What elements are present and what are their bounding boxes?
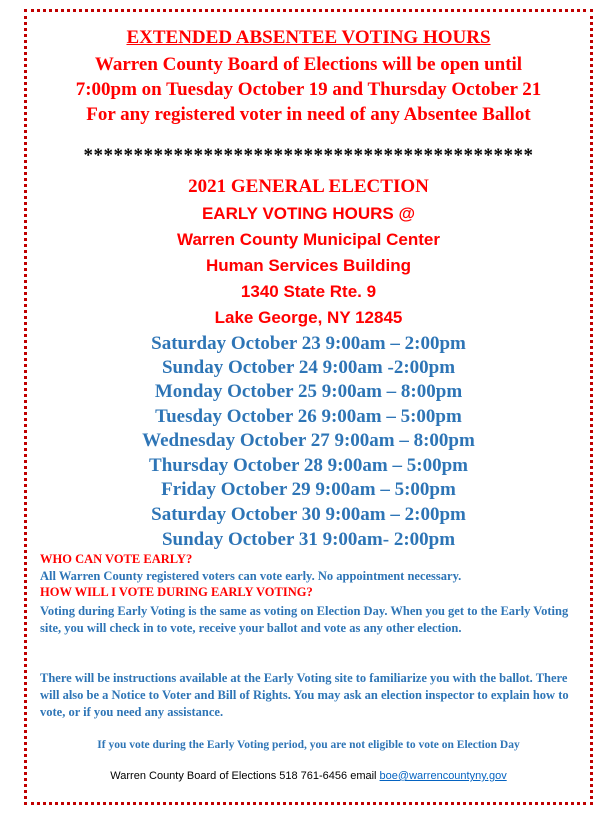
venue-street: 1340 State Rte. 9 <box>240 282 377 301</box>
absentee-title: EXTENDED ABSENTEE VOTING HOURS <box>126 27 491 48</box>
eligibility-note: If you vote during the Early Voting period, you are not eligible to vote on Election Day <box>97 739 520 751</box>
question-how-to-vote: HOW WILL I VOTE DURING EARLY VOTING? <box>40 585 313 599</box>
schedule-row: Friday October 29 9:00am – 5:00pm <box>161 479 456 500</box>
schedule-row: Saturday October 30 9:00am – 2:00pm <box>151 504 466 525</box>
schedule-row: Saturday October 23 9:00am – 2:00pm <box>151 333 466 354</box>
venue-city: Lake George, NY 12845 <box>214 308 403 327</box>
venue-building: Human Services Building <box>206 256 411 275</box>
instructions-paragraph: There will be instructions available at the Early Voting site to familiarize you with the ballot. There will also be a Notice to Voter and Bill of Rights. You may ask an election inspector to explain how to vote, or if you need any assistance. <box>40 671 569 719</box>
schedule-row: Tuesday October 26 9:00am – 5:00pm <box>155 406 462 427</box>
answer-who-can-vote: All Warren County registered voters can vote early. No appointment necessary. <box>40 569 462 583</box>
schedule-row: Monday October 25 9:00am – 8:00pm <box>154 381 463 402</box>
question-who-can-vote: WHO CAN VOTE EARLY? <box>40 552 193 566</box>
absentee-line-2: 7:00pm on Tuesday October 19 and Thursday October 21 <box>75 79 542 100</box>
schedule-row: Thursday October 28 9:00am – 5:00pm <box>149 455 468 476</box>
absentee-line-3: For any registered voter in need of any Absentee Ballot <box>86 104 531 125</box>
footer-contact-text: Warren County Board of Elections 518 761-6456 email <box>110 770 377 782</box>
answer-how-to-vote: Voting during Early Voting is the same as voting on Election Day. When you get to the Early Voting site, you will check in to vote, receive your ballot and vote as any other election. <box>40 604 569 635</box>
absentee-line-1: Warren County Board of Elections will be open until <box>94 54 523 75</box>
schedule-row: Sunday October 31 9:00am- 2:00pm <box>161 529 456 550</box>
venue-name: Warren County Municipal Center <box>177 230 440 249</box>
schedule-row: Wednesday October 27 9:00am – 8:00pm <box>142 430 475 451</box>
early-voting-heading: EARLY VOTING HOURS @ <box>201 204 416 223</box>
footer-contact <box>24 770 593 782</box>
email-link[interactable]: boe@warrencountyny.gov <box>379 770 507 782</box>
schedule-row: Sunday October 24 9:00am -2:00pm <box>161 357 456 378</box>
star-separator: ********************************************* <box>83 145 534 166</box>
election-title: 2021 GENERAL ELECTION <box>188 176 429 197</box>
